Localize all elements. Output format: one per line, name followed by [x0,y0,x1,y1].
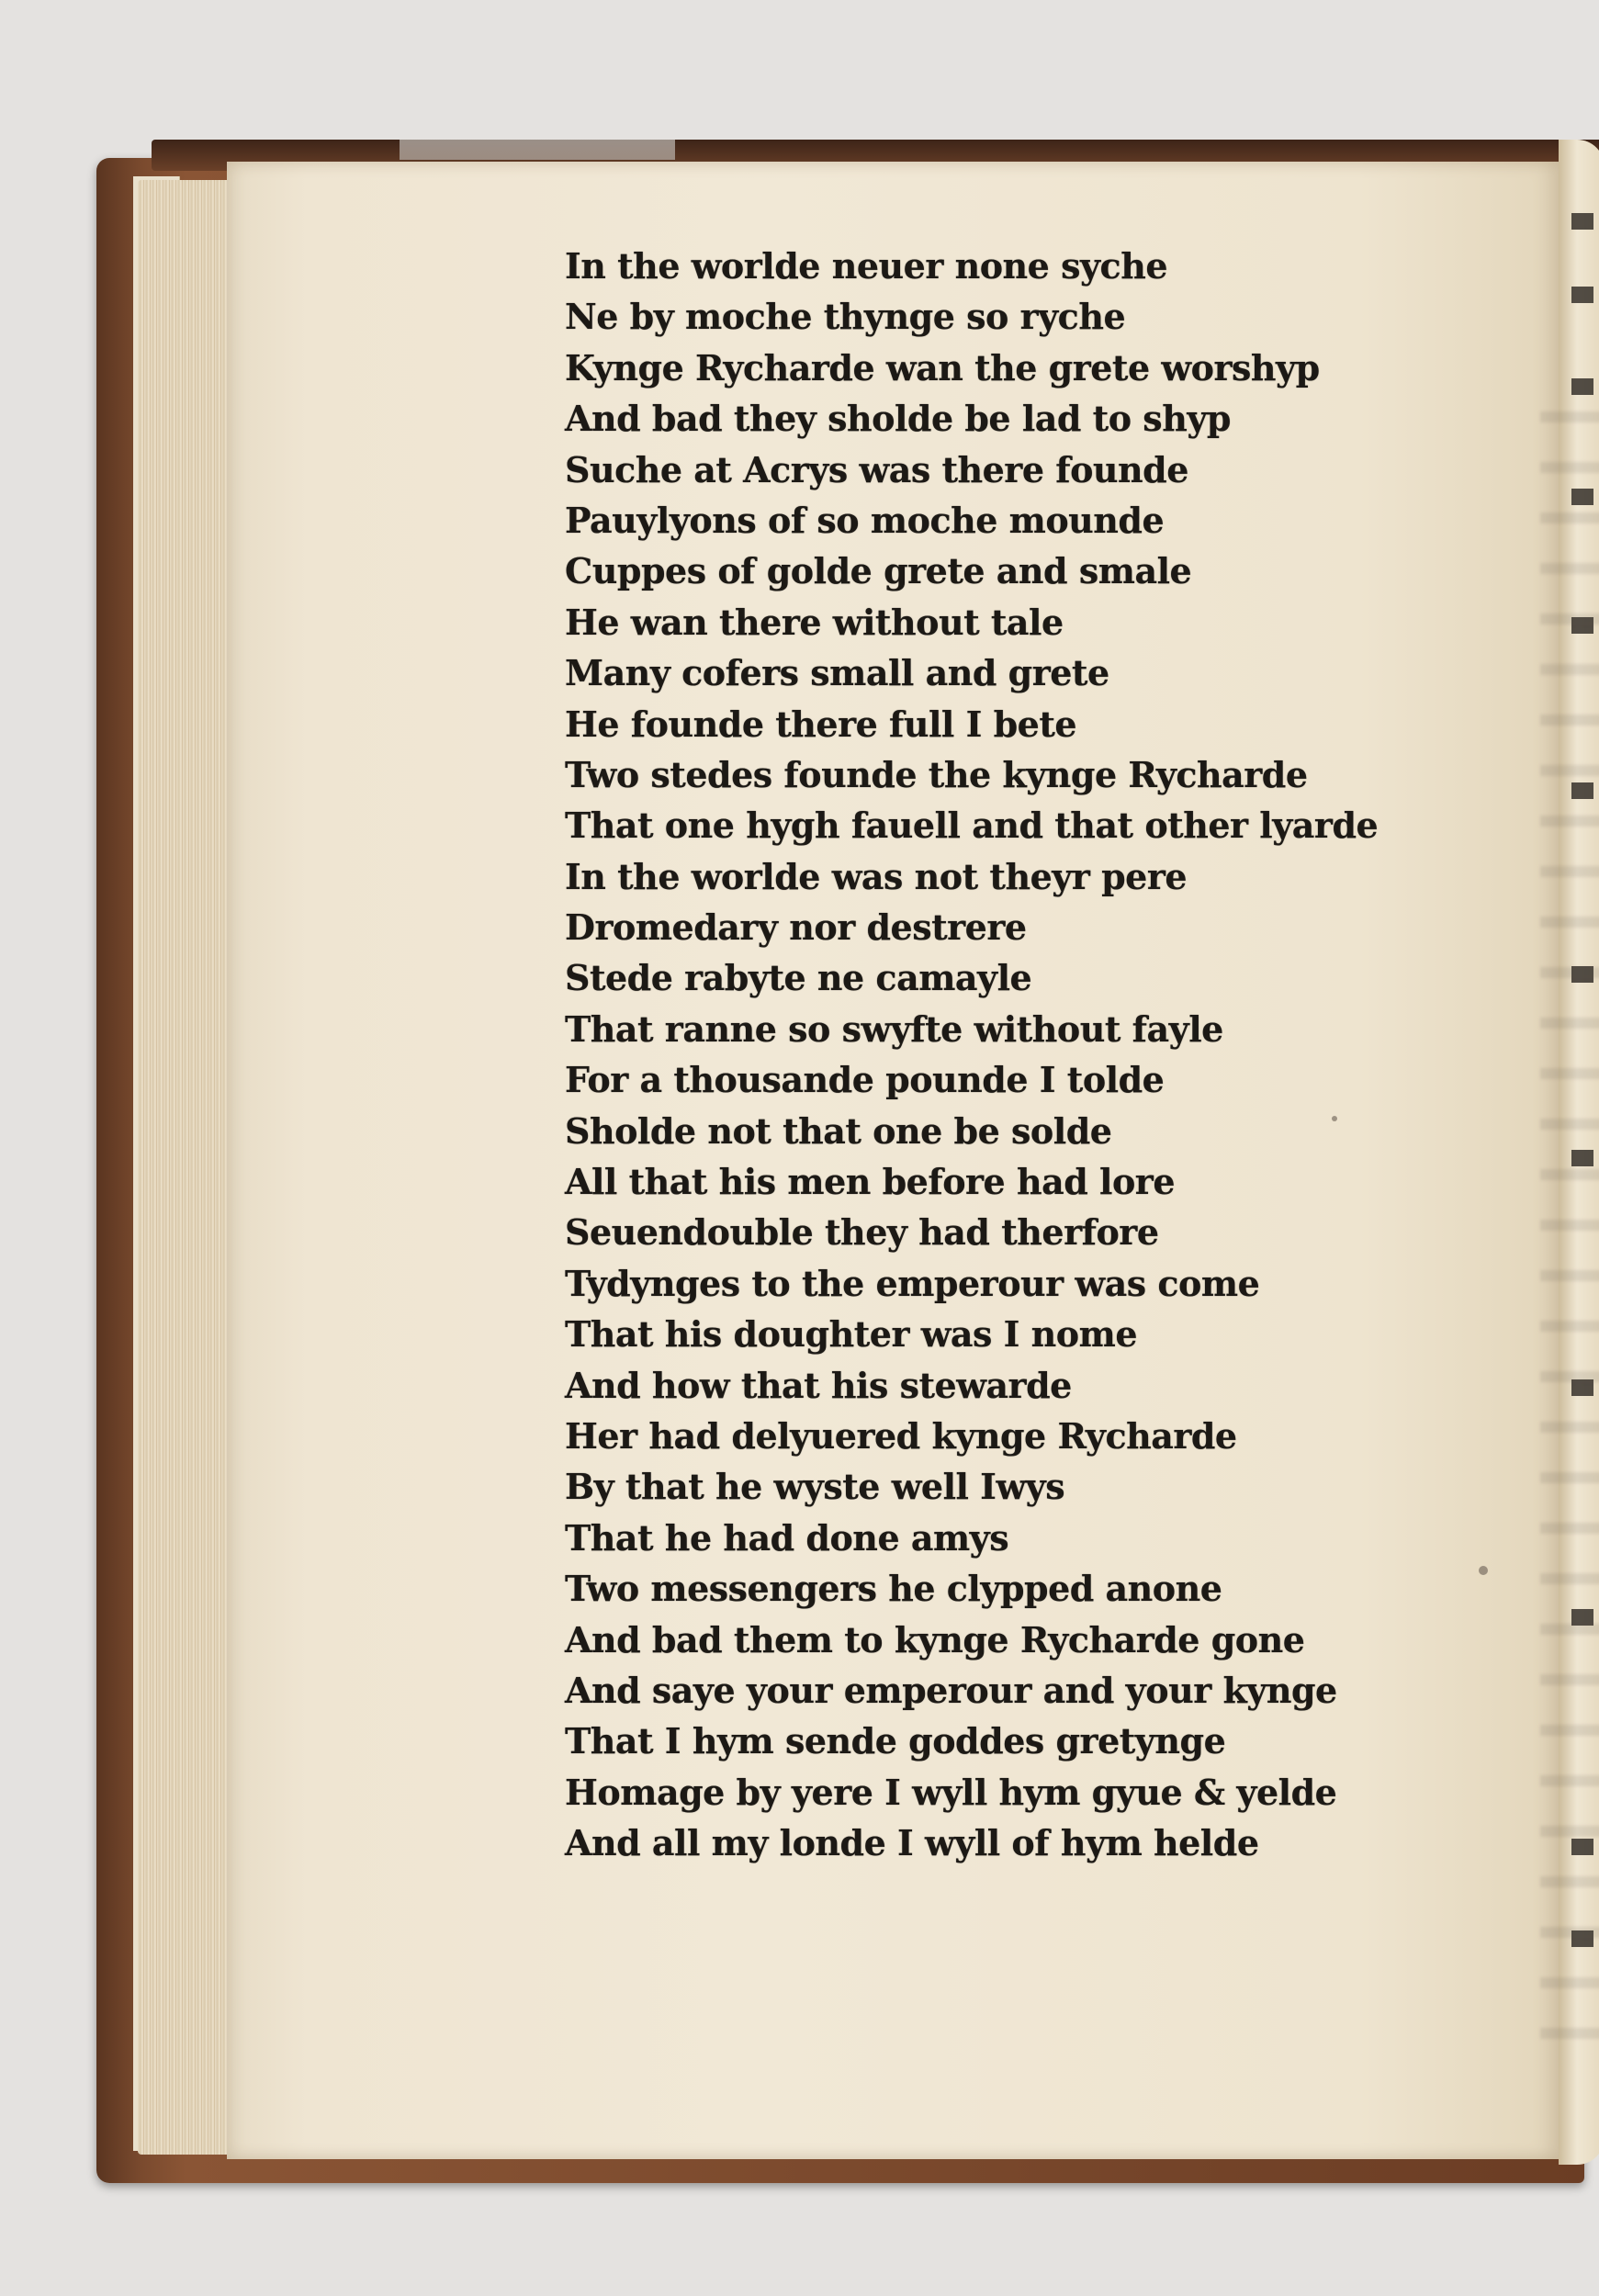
verse-line: Tydynges to the emperour was come [565,1262,1260,1304]
verse-line: He wan there without tale [565,601,1064,643]
verse-line: And bad they sholde be lad to shyp [565,398,1231,440]
verse-line: Suche at Acrys was there founde [565,448,1188,490]
facing-page-glyph [1571,213,1593,230]
verse-line: Many cofers small and grete [565,652,1109,694]
verse-line: Her had delyuered kynge Rycharde [565,1414,1237,1457]
verse-line: In the worlde neuer none syche [565,245,1167,287]
verse-line: Ne by moche thynge so ryche [565,296,1126,338]
paper-speck [1332,1116,1337,1121]
verse-line: That his doughter was I nome [565,1313,1138,1356]
verse-text [565,241,1483,1869]
verse-line: Stede rabyte ne camayle [565,957,1032,999]
verse-line: He founde there full I bete [565,703,1077,745]
verse-line: Sholde not that one be solde [565,1109,1112,1152]
verse-line: That I hym sende goddes gretynge [565,1720,1226,1762]
verse-line: Dromedary nor destrere [565,906,1027,949]
verse-line: All that his men before had lore [565,1161,1175,1203]
verse-line: By that he wyste well Iwys [565,1466,1065,1508]
verse-line: That ranne so swyfte without fayle [565,1007,1223,1050]
paper-speck [1479,1566,1488,1575]
facing-page-glyph [1571,287,1593,303]
verse-line: Two stedes founde the kynge Rycharde [565,753,1308,795]
verse-line: Cuppes of golde grete and smale [565,550,1192,592]
verse-line: And all my londe I wyll of hym helde [565,1822,1259,1864]
verse-line: Kynge Rycharde wan the grete worshyp [565,346,1320,388]
mount-strip [400,140,675,160]
verse-line: That one hygh fauell and that other lyarde [565,805,1379,847]
verse-line: And how that his stewarde [565,1364,1072,1406]
verse-line: Seuendouble they had therfore [565,1211,1159,1254]
verse-line: For a thousande pounde I tolde [565,1059,1165,1101]
verse-line: That he had done amys [565,1516,1009,1559]
verse-line: Homage by yere I wyll hym gyue & yelde [565,1771,1337,1813]
verse-line: Two messengers he clypped anone [565,1568,1222,1610]
verse-line: And bad them to kynge Rycharde gone [565,1618,1305,1660]
verse-line: And saye your emperour and your kynge [565,1669,1337,1711]
show-through-text [1540,391,1599,2044]
verse-line: Pauylyons of so moche mounde [565,499,1165,541]
verse-line: In the worlde was not theyr pere [565,855,1188,897]
